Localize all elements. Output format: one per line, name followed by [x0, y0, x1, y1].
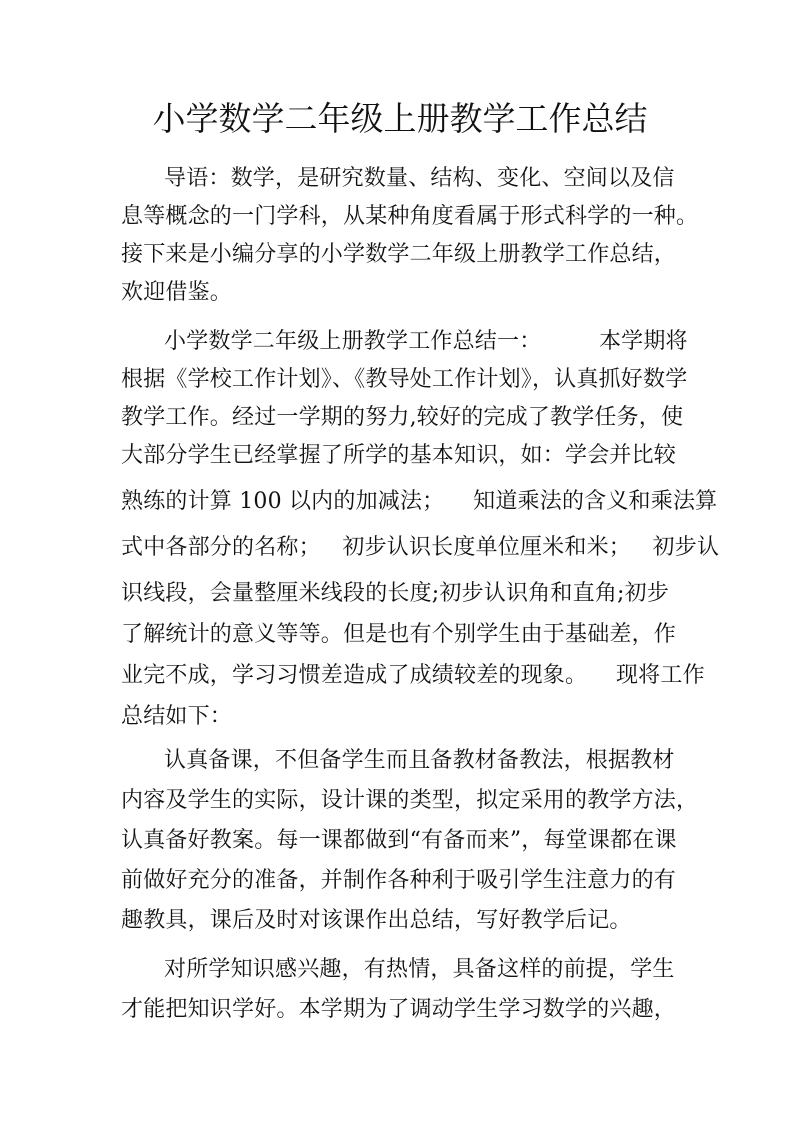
paragraph-line: 息等概念的一门学科，从某种角度看属于形式科学的一种。: [121, 204, 699, 229]
paragraph-line: 总结如下：: [121, 704, 233, 729]
paragraph-line: 导语：数学，是研究数量、结构、变化、空间以及信: [164, 166, 675, 191]
paragraph-line: 式中各部分的名称； 初步认识长度单位厘米和米； 初步认: [121, 535, 720, 560]
paragraph-line: 熟练的计算 100 以内的加减法； 知道乘法的含义和乘法算: [121, 489, 718, 514]
paragraph-line: 大部分学生已经掌握了所学的基本知识，如：学会并比较: [121, 443, 677, 468]
paragraph-line: 认真备课，不但备学生而且备教材备教法，根据教材: [164, 748, 675, 773]
paragraph-line: 才能把知识学好。本学期为了调动学生学习数学的兴趣，: [121, 997, 677, 1022]
paragraph-line: 了解统计的意义等等。但是也有个别学生由于基础差，作: [121, 622, 677, 647]
paragraph-line: 欢迎借鉴。: [121, 280, 233, 305]
paragraph-line: 认真备好教案。每一课都做到“有备而来”，每堂课都在课: [121, 828, 677, 853]
paragraph-line: 内容及学生的实际，设计课的类型，拟定采用的教学方法，: [121, 788, 699, 813]
paragraph-line: 趣教具，课后及时对该课作出总结，写好教学后记。: [121, 908, 632, 933]
paragraph-line: 业完不成，学习习惯差造成了成绩较差的现象。 现将工作: [121, 663, 705, 688]
paragraph-line: 前做好充分的准备，并制作各种利于吸引学生注意力的有: [121, 868, 677, 893]
paragraph-line: 接下来是小编分享的小学数学二年级上册教学工作总结，: [121, 242, 677, 267]
paragraph-line: 教学工作。经过一学期的努力,较好的完成了教学任务，使: [121, 405, 684, 430]
document-title: 小学数学二年级上册教学工作总结: [152, 99, 648, 138]
paragraph-line: 根据《学校工作计划》、《教导处工作计划》，认真抓好数学: [121, 367, 688, 392]
paragraph-line: 对所学知识感兴趣，有热情，具备这样的前提，学生: [164, 957, 675, 982]
paragraph-line: 识线段，会量整厘米线段的长度;初步认识角和直角;初步: [121, 581, 670, 606]
paragraph-line: 小学数学二年级上册教学工作总结一： 本学期将: [164, 329, 688, 354]
